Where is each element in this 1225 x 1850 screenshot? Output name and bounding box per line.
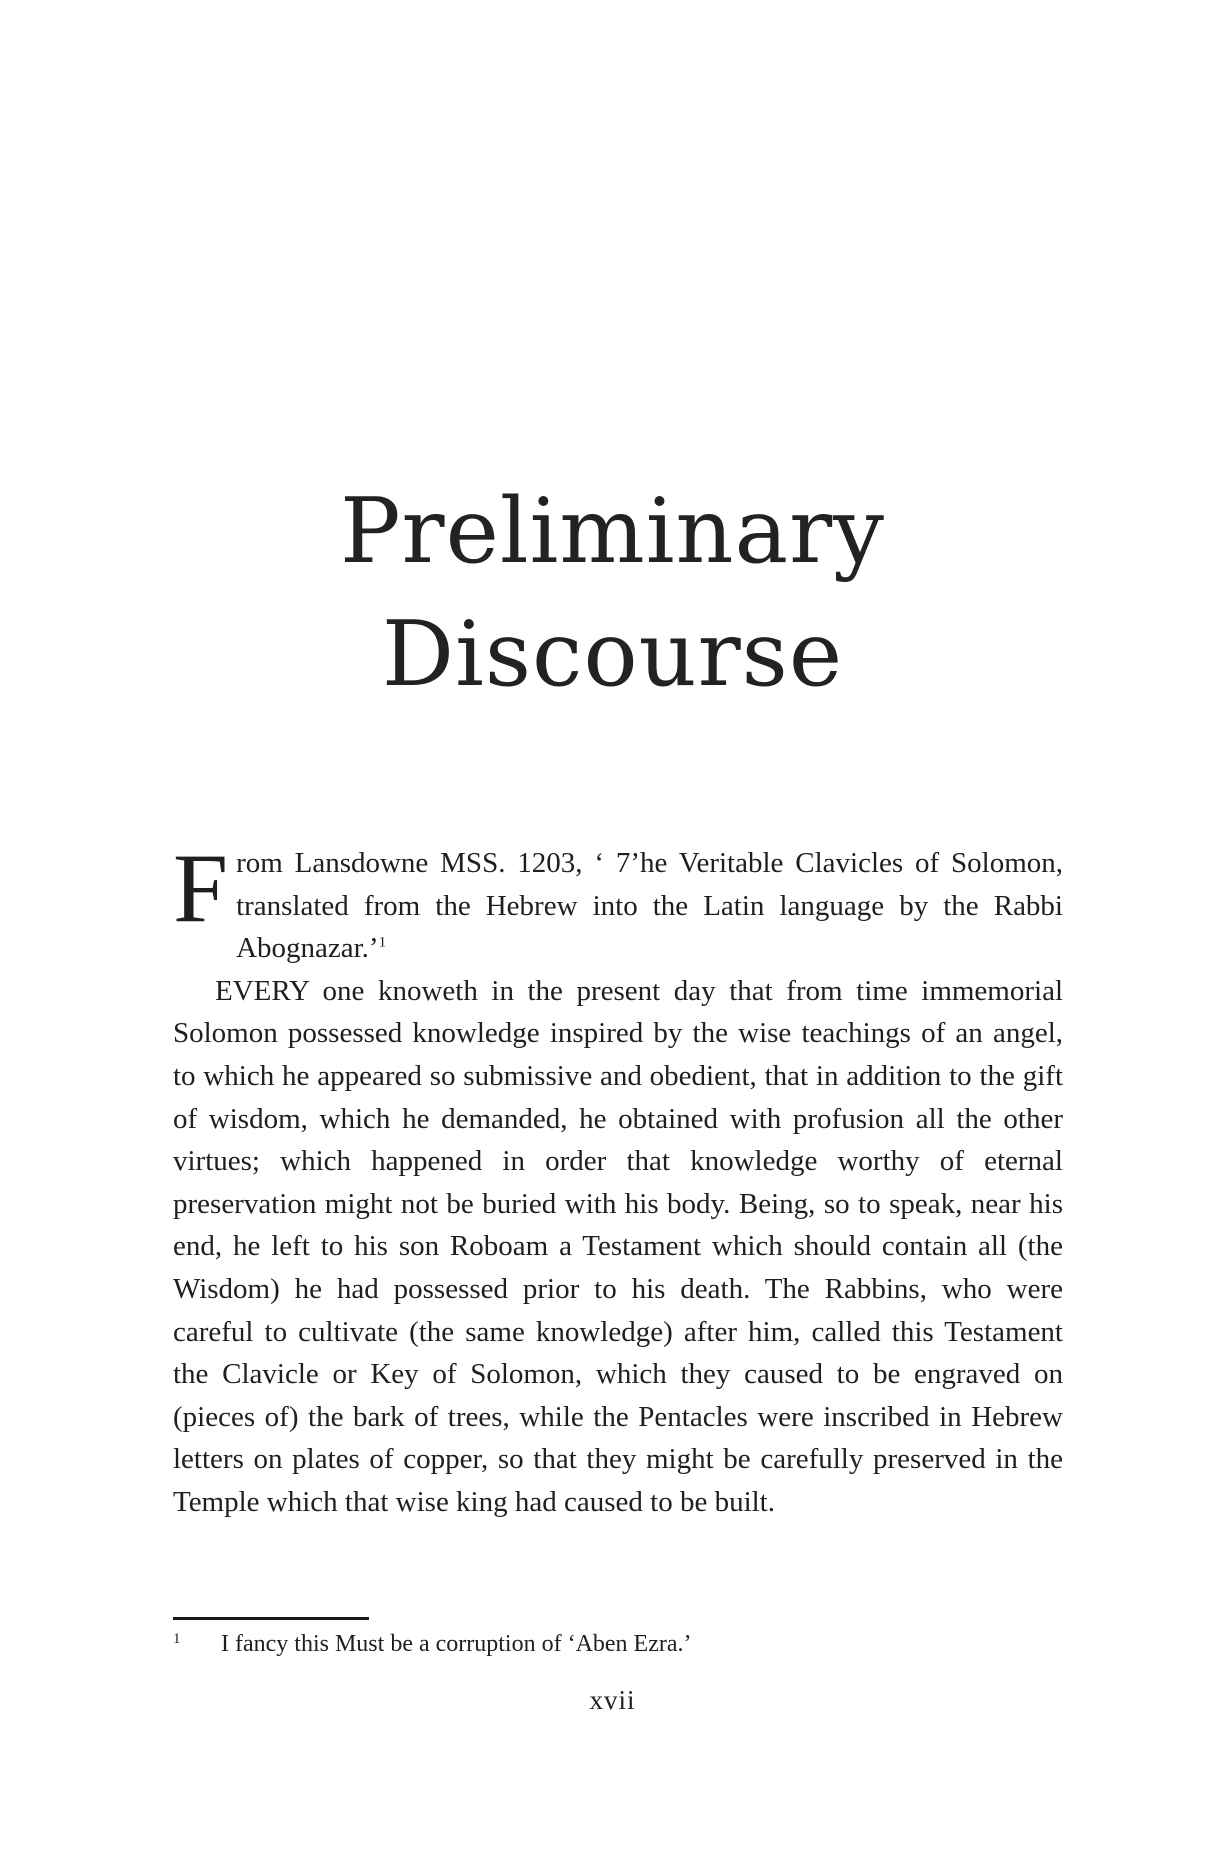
page-number: xvii	[589, 1685, 636, 1715]
drop-cap: F	[173, 834, 229, 943]
footnote-rule	[173, 1617, 369, 1620]
footnote-number: 1	[173, 1631, 181, 1647]
page-title	[0, 470, 1225, 716]
body-text	[173, 834, 1063, 1524]
paragraph-1	[173, 834, 1063, 970]
paragraph-2: EVERY one knoweth in the present day that from time immemorial Solomon possessed knowledge inspired by the wise teachings of an angel, to which he appeared so submissive and obedient, that in addition to the gift of wisdom, which he demanded, he obtained with profusion all the other virtues; which happened in order that knowledge worthy of eternal preservation might not be buried with his body. Being, so to speak, near his end, he left to his son Roboam a Testament which should contain all (the Wisdom) he had possessed prior to his death. The Rabbins, who were careful to cultivate (the same knowledge) after him, called this Testament the Clavicle or Key of Solomon, which they caused to be engraved on (pieces of) the bark of trees, while the Pentacles were inscribed in Hebrew letters on plates of copper, so that they might be carefully preserved in the Temple which that wise king had caused to be built.	[173, 974, 1063, 1518]
footnote	[173, 1626, 1063, 1662]
title-line-2: Discourse	[381, 602, 844, 707]
footnote-reference: 1	[378, 934, 387, 951]
title-line-1: Preliminary	[339, 479, 886, 584]
footnote-text: I fancy this Must be a corruption of ‘Aben Ezra.’	[221, 1631, 692, 1657]
paragraph-1-text: rom Lansdowne MSS. 1203, ‘ 7’he Veritable Clavicles of Solomon, translated from the Hebrew into the Latin language by the Rabbi Abognazar.’	[236, 847, 1063, 965]
